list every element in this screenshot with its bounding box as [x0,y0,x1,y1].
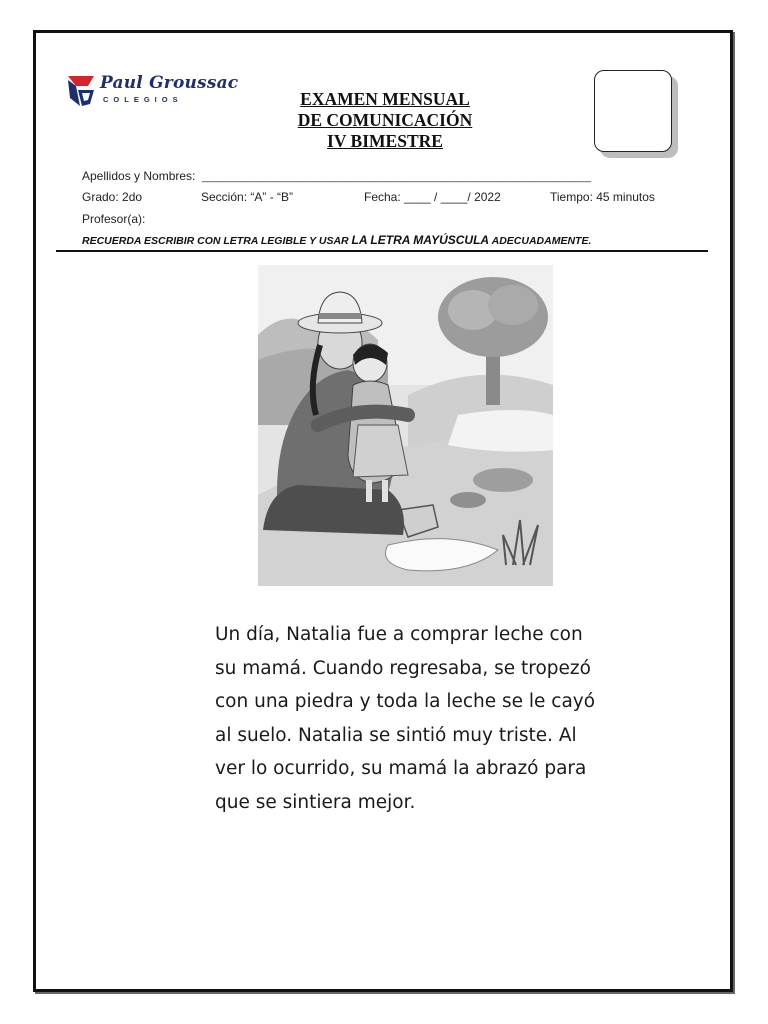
names-label: Apellidos y Nombres: [82,169,196,183]
story-line: ver lo ocurrido, su mamá la abrazó para [215,758,587,779]
story-line: su mamá. Cuando regresaba, se tropezó [215,657,591,679]
teacher-label: Profesor(a): [82,212,146,226]
header-divider [56,250,708,252]
story-line: al suelo. Natalia se sintió muy triste. Al [215,724,577,746]
story-line: que se sintiera mejor. [215,791,416,813]
exam-title-line: EXAMEN MENSUAL [300,89,470,109]
section-label: Sección: “A” - “B” [201,190,294,204]
story-line: Un día, Natalia fue a comprar leche con [215,624,583,645]
school-subtitle: COLEGIOS [103,95,183,104]
exam-title-line: DE COMUNICACIÓN [297,110,473,130]
grade-label: Grado: 2do [82,190,143,204]
reminder-part: ADECUADAMENTE. [491,235,592,247]
story-text [215,618,615,819]
names-blank[interactable]: ______________________________________________________________________ [201,172,592,183]
exam-title [250,89,520,152]
story-line: con una piedra y toda la leche se le cayó [215,691,596,712]
reminder-part: RECUERDA ESCRIBIR CON LETRA LEGIBLE Y USAR [82,235,349,247]
exam-title-line: IV BIMESTRE [327,131,443,151]
reminder-note [82,233,591,247]
time-label: Tiempo: 45 minutos [550,190,655,204]
photo-box [594,70,672,152]
names-row [82,169,591,183]
date-field[interactable]: Fecha: ____ / ____/ 2022 [364,190,501,204]
reminder-part: LA LETRA MAYÚSCULA [351,233,490,247]
school-name: Paul Groussac [100,73,239,93]
story-illustration [258,265,553,586]
